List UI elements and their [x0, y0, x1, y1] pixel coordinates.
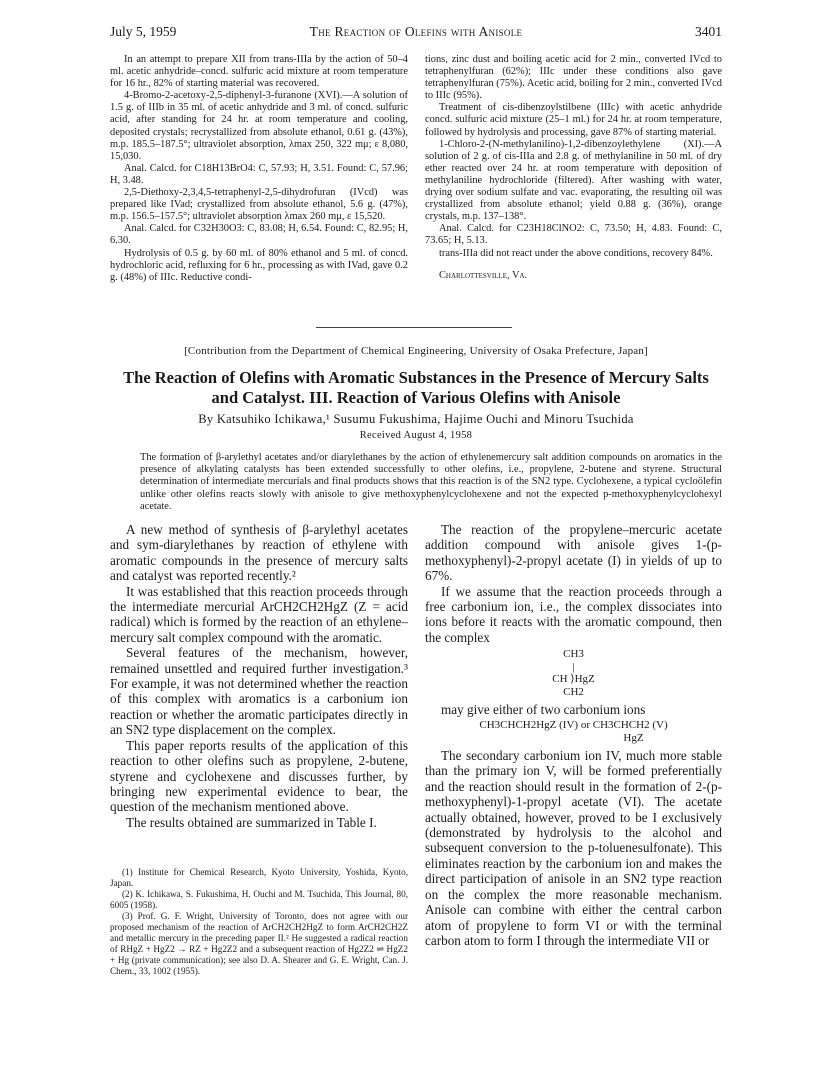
paragraph: 4-Bromo-2-acetoxy-2,5-diphenyl-3-furanone (XVI).—A solution of 1.5 g. of IIIb in 35 ml. of acetic anhydride and 3 ml. of concd. sulfuric acid, after standing for 24 hr. at room temperature and cooling, deposited crystals; recrystallized from absolute ethanol, 0.61 g. (43%), m.p. 185.5–187.5°; ultraviolet absorption, λmax 250, 322 mμ; ε 8,080, 15,030.: [110, 90, 408, 162]
running-header: [110, 24, 722, 42]
paragraph: Treatment of cis-dibenzoylstilbene (IIIc) with acetic anhydride concd. sulfuric acid mixture (25–1 ml.) for 24 hr. at room temperature, followed by hydrolysis and processing, gave 87% of starting material.: [425, 102, 722, 138]
structure-line: CH2: [563, 686, 584, 699]
contribution-line: [Contribution from the Department of Chemical Engineering, University of Osaka Prefecture, Japan]: [184, 345, 648, 357]
paragraph: A new method of synthesis of β-arylethyl acetates and sym-diarylethanes by reaction of ethylene with aromatic compounds in the presence of mercury salts and catalyst was reported recently.²: [110, 522, 408, 584]
paragraph: Anal. Calcd. for C18H13BrO4: C, 57.93; H, 3.51. Found: C, 57.96; H, 3.48.: [110, 162, 408, 186]
paragraph: tions, zinc dust and boiling acetic acid for 2 min., converted IVcd to tetraphenylfuran (62%); IIIc under these conditions also gave tetraphenylfuran (75%). Acetic acid, boiling for 2 min., converted IVcd to IIIc (95%).: [425, 54, 722, 102]
paragraph: The reaction of the propylene–mercuric acetate addition compound with anisole gives 1-(p-methoxyphenyl)-2-propyl acetate (I) in yields of up to 67%.: [425, 522, 722, 584]
structure-atom: CH: [552, 673, 568, 686]
paragraph: This paper reports results of the application of this reaction to other olefins such as propylene, 2-butene, styrene and cyclohexene and discusses further, by bringing new experimental evidence to bear, the question of the mechanism mentioned above.: [110, 737, 408, 815]
structure-line: CH3: [563, 648, 584, 661]
paragraph: may give either of two carbonium ions: [441, 701, 646, 717]
paragraph: The results obtained are summarized in Table I.: [126, 814, 377, 830]
paragraph: Several features of the mechanism, however, remained unsettled and required further investigation.³ For example, it was not determined whether the reaction of this complex with aromatics is a carbonium ion reaction or whether the aromatic participates directly in an SN2 type displacement on the complex.: [110, 645, 408, 738]
paragraph: It was established that this reaction proceeds through the intermediate mercurial ArCH2CH2HgZ (Z = acid radical) which is formed by the reaction of an ethylene–mercury salt complex compound with the aromatic.: [110, 583, 408, 645]
author-location: Charlottesville, Va.: [439, 269, 528, 281]
header-date: July 5, 1959: [110, 24, 177, 39]
paragraph: 2,5-Diethoxy-2,3,4,5-tetraphenyl-2,5-dihydrofuran (IVcd) was prepared like IVad; crystallized from absolute ethanol, 5.6 g. (47%), m.p. 156.5–157.5°; ultraviolet absorption λmax 260 mμ, ε 15,520.: [110, 187, 408, 223]
complex-structure-formula: [425, 648, 722, 698]
structure-bond: |: [572, 660, 575, 673]
paragraph: trans-IIIa did not react under the above conditions, recovery 84%.: [439, 247, 713, 259]
footnote: (3) Prof. G. F. Wright, University of Toronto, does not agree with our proposed mechanism of the reaction of ArCH2CH2HgZ to form ArCH2CH2Z and metallic mercury in the preceding paper II.² He suggested a radical reaction of RHgZ + HgZ2 → RZ + Hg2Z2 and a subsequent reaction of Hg2Z2 ⇌ HgZ2 + Hg (private communication); see also D. A. Shearer and G. E. Wright, Can. J. Chem., 33, 1002 (1955).: [110, 911, 408, 976]
article-title: The Reaction of Olefins with Aromatic Substances in the Presence of Mercury Salts and Catalyst. III. Reaction of Various Olefins with Anisole: [123, 368, 709, 407]
carbonium-ions-formula: [425, 719, 722, 744]
footnote: (1) Institute for Chemical Research, Kyoto University, Yoshida, Kyoto, Japan.: [110, 867, 408, 888]
paragraph: Anal. Calcd. for C23H18ClNO2: C, 73.50; H, 4.83. Found: C, 73.65; H, 5.13.: [425, 223, 722, 247]
structure-line: CH ⟩HgZ: [552, 673, 595, 686]
footnote: (2) K. Ichikawa, S. Fukushima, H. Ouchi and M. Tsuchida, This Journal, 80, 6005 (1958).: [110, 889, 408, 910]
ion-formula: CH3CHCH2HgZ (IV) or CH3CHCH2 (V): [479, 719, 668, 732]
previous-article-right-column: [425, 54, 722, 282]
article-left-column: [110, 522, 408, 830]
article-right-column: [425, 522, 722, 948]
abstract: The formation of β-arylethyl acetates and/or diarylethanes by the action of ethylenemercury salt addition compounds on aromatics in the presence of alkylating catalysts has been extended successfully to other olefins, i.e., propylene, 2-butene and styrene. Structural determination of intermediate mercurials and final products shows that this reaction is of the SN2 type. Cyclohexene, a typical cycloölefin unlike other olefins reacts slowly with anisole to give methoxyphenylcyclohexene and not the expected p-methoxyphenylcyclohexyl acetate.: [140, 452, 722, 512]
header-running-title: The Reaction of Olefins with Anisole: [309, 24, 523, 39]
article-divider: [316, 327, 512, 328]
previous-article-left-column: [110, 54, 408, 284]
paragraph: The secondary carbonium ion IV, much more stable than the primary ion V, will be formed preferentially and the reaction should result in the formation of 2-(p-methoxyphenyl)-1-propyl acetate (VI). The acetate actually obtained, however, proved to be I exclusively (demonstrated by hydrolysis to the alcohol and subsequent conversion to the p-toluenesulfonate). This eliminates reaction by the carbonium ion and makes the direct participation of anisole in an SN2 type reaction on the complex the more reasonable mechanism. Anisole can combine with either the central carbon atom of propylene to form VI or with the terminal carbon atom to form I through the intermediate VII or: [425, 748, 722, 948]
paragraph: Anal. Calcd. for C32H30O3: C, 83.08; H, 6.54. Found: C, 82.95; H, 6.30.: [110, 223, 408, 247]
received-date: Received August 4, 1958: [359, 430, 473, 441]
header-page-number: 3401: [695, 24, 722, 39]
paragraph: 1-Chloro-2-(N-methylanilino)-1,2-dibenzoylethylene (XI).—A solution of 2 g. of cis-IIIa and 2.8 g. of methylaniline in 50 ml. of dry ether reacted over 24 hr. at room temperature with deposition of methylaniline hydrochloride (filtered). After washing with water, drying over sodium sulfate and vac. evaporating, the resulting oil was crystallized from absolute ethanol; yield 0.88 g. (36%), orange crystals, m.p. 137–138°.: [425, 138, 722, 223]
paragraph: In an attempt to prepare XII from trans-IIIa by the action of 50–4 ml. acetic anhydride–concd. sulfuric acid mixture at room temperature for 16 hr., 82% of starting material was recovered.: [110, 54, 408, 90]
article-authors: By Katsuhiko Ichikawa,¹ Susumu Fukushima, Hajime Ouchi and Minoru Tsuchida: [198, 412, 634, 426]
paragraph: If we assume that the reaction proceeds through a free carbonium ion, i.e., the complex dissociates into ions before it reacts with the aromatic compound, then the complex: [425, 583, 722, 645]
footnotes: [110, 867, 408, 977]
ion-substituent: HgZ: [623, 731, 644, 744]
structure-atom: HgZ: [574, 673, 595, 686]
paragraph: Hydrolysis of 0.5 g. by 60 ml. of 80% ethanol and 5 ml. of concd. hydrochloric acid, refluxing for 6 hr., processing as with IVad, gave 0.2 g. (48%) of IIIc. Reductive condi-: [110, 247, 408, 283]
